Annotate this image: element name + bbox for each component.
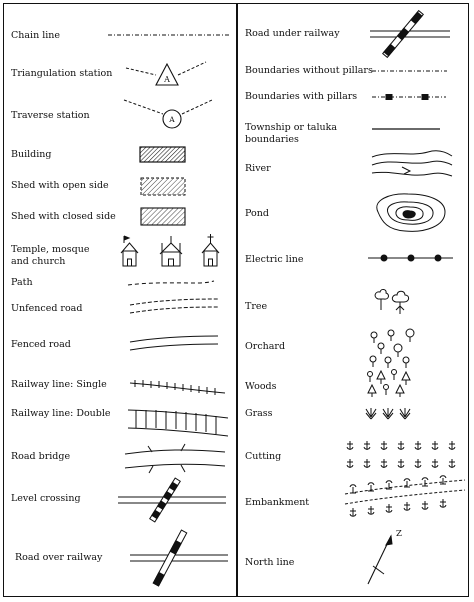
label-shed-closed-side: Shed with closed side (11, 211, 116, 222)
label-chain-line: Chain line (11, 30, 61, 41)
label-river: River (245, 163, 271, 174)
label-cutting: Cutting (245, 451, 282, 462)
fenced-road-symbol (130, 336, 218, 350)
traverse-station-symbol (124, 100, 212, 128)
shed-closed-side-symbol (141, 208, 185, 225)
shed-open-side-symbol (141, 178, 185, 195)
road-under-railway-symbol (370, 11, 450, 58)
electric-line-symbol (368, 255, 453, 261)
label-railway-double: Railway line: Double (11, 408, 111, 419)
building-symbol (140, 147, 185, 162)
label-electric-line: Electric line (245, 254, 304, 265)
label-north-line: North line (245, 557, 295, 568)
pond-symbol (377, 194, 445, 231)
river-symbol (372, 151, 452, 176)
triangulation-station-symbol (126, 62, 206, 85)
label-path: Path (11, 277, 33, 288)
label-road-over-railway: Road over railway (15, 552, 103, 563)
unfenced-road-symbol (130, 299, 218, 313)
label-boundaries-with-pillars: Boundaries with pillars (245, 91, 358, 102)
label-traverse-station: Traverse station (11, 110, 90, 121)
label-road-bridge: Road bridge (11, 451, 71, 462)
label-temple-mosque-church: Temple, mosque and church (11, 244, 90, 267)
label-embankment: Embankment (245, 497, 310, 508)
label-pond: Pond (245, 208, 269, 219)
label-unfenced-road: Unfenced road (11, 303, 83, 314)
label-township-boundaries: Township or taluka boundaries (245, 122, 338, 145)
label-grass: Grass (245, 408, 273, 419)
north-letter: Z (396, 529, 402, 539)
cutting-symbol (347, 441, 455, 468)
railway-single-symbol (130, 380, 225, 395)
road-over-railway-symbol (130, 530, 228, 586)
woods-symbol (368, 370, 411, 398)
road-bridge-symbol (125, 444, 225, 473)
label-orchard: Orchard (245, 341, 286, 352)
label-building: Building (11, 149, 52, 160)
label-tree: Tree (245, 301, 268, 312)
temple-icon (121, 236, 138, 266)
traverse-letter: A (169, 115, 175, 124)
embankment-symbol (345, 476, 465, 517)
label-level-crossing: Level crossing (11, 493, 81, 504)
boundaries-with-pillars-symbol (372, 95, 446, 100)
label-boundaries-without-pillars: Boundaries without pillars (245, 65, 373, 76)
label-shed-open-side: Shed with open side (11, 180, 109, 191)
label-woods: Woods (245, 381, 277, 392)
label-road-under-railway: Road under railway (245, 28, 340, 39)
label-railway-single: Railway line: Single (11, 379, 107, 390)
label-triangulation-station: Triangulation station (11, 68, 113, 79)
north-line-symbol (368, 529, 402, 584)
tree-icon (375, 289, 409, 314)
label-fenced-road: Fenced road (11, 339, 71, 350)
church-icon (202, 234, 219, 266)
mosque-icon (160, 236, 182, 266)
orchard-symbol (370, 329, 414, 368)
path-symbol (128, 281, 214, 285)
level-crossing-symbol (118, 478, 226, 522)
triangulation-letter: A (164, 75, 170, 84)
grass-symbol (366, 408, 410, 419)
railway-double-symbol (128, 410, 228, 436)
